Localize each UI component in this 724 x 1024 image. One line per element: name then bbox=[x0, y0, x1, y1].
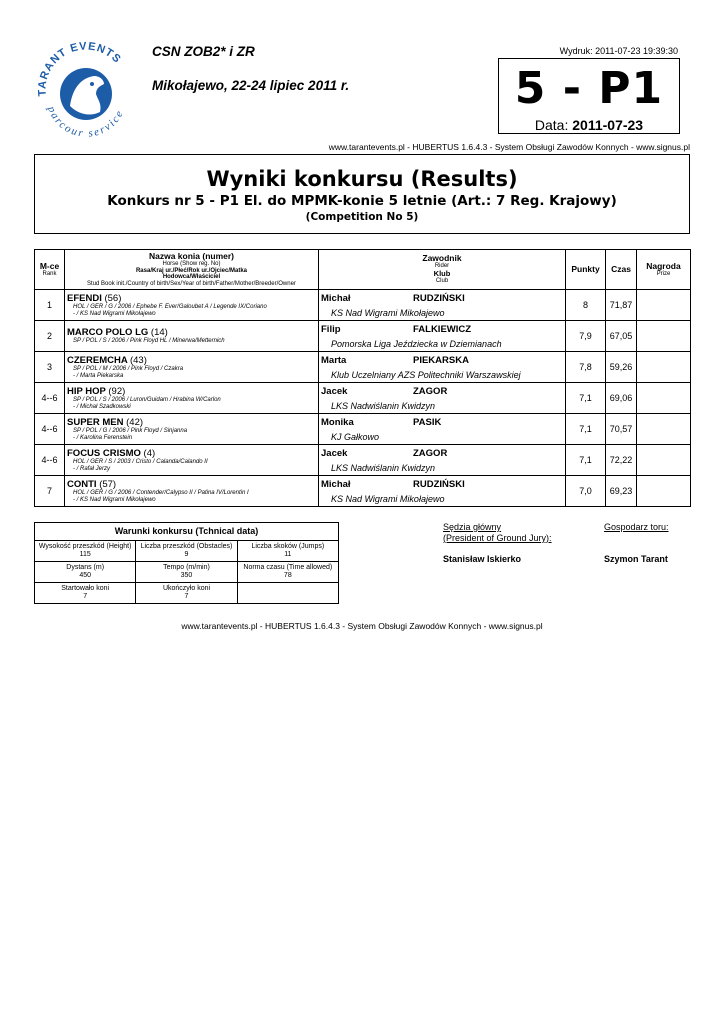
rank-cell: 1 bbox=[35, 290, 65, 321]
competition-number: (Competition No 5) bbox=[305, 211, 419, 223]
rank-cell: 7 bbox=[35, 476, 65, 507]
horse-number: (4) bbox=[143, 448, 156, 460]
rider-last-name: FALKIEWICZ bbox=[413, 323, 472, 335]
horse-owner: - / Karolina Ferenstein bbox=[73, 434, 133, 441]
horse-info: SP / POL / S / 2006 / Pink Floyd HL / Minerwa/Metternich bbox=[73, 338, 225, 345]
rider-header: Zawodnik Rider Klub Club bbox=[319, 250, 566, 290]
time-cell: 67,05 bbox=[606, 321, 637, 352]
horse-number: (57) bbox=[99, 479, 117, 491]
points-cell: 8 bbox=[566, 290, 606, 321]
host-name: Szymon Tarant bbox=[604, 554, 668, 564]
table-row bbox=[35, 352, 691, 383]
jumps-cell: Liczba skoków (Jumps) 11 bbox=[237, 541, 338, 562]
prize-cell bbox=[637, 476, 691, 507]
prize-cell bbox=[637, 383, 691, 414]
rank-header: M-ce Rank bbox=[35, 250, 65, 290]
rank-cell: 2 bbox=[35, 321, 65, 352]
rider-last-name: PIEKARSKA bbox=[413, 354, 469, 366]
horse-name: HIP HOP bbox=[67, 386, 106, 398]
competition-subtitle: Konkurs nr 5 - P1 El. do MPMK-konie 5 letnie (Art.: 7 Reg. Krajowy) bbox=[107, 193, 617, 209]
logo-bottom-text: parcour service bbox=[45, 104, 127, 140]
rider-cell bbox=[319, 414, 566, 445]
horse-cell bbox=[65, 445, 319, 476]
time-header: Czas bbox=[606, 250, 637, 290]
time-cell: 72,22 bbox=[606, 445, 637, 476]
rider-last-name: ZAGOR bbox=[413, 385, 448, 397]
rider-club: Pomorska Liga Jeździecka w Dziemianach bbox=[331, 338, 502, 349]
rider-last-name: RUDZIŃSKI bbox=[413, 292, 465, 304]
date-value: 2011-07-23 bbox=[572, 117, 644, 133]
rider-club: KS Nad Wigrami Mikołajewo bbox=[331, 493, 445, 504]
finished-cell: Ukończyło koni 7 bbox=[136, 583, 237, 604]
horse-header: Nazwa konia (numer) Horse (Show reg. No) Rasa/Kraj ur./Płeć/Rok ur./Ojciec/Matka Hodowca/Właściciel Stud Book init./Country of birth/Sex/Year of birth/Father/Mother/Breeder/Owner bbox=[65, 250, 319, 290]
event-place-date: Mikołajewo, 22-24 lipiec 2011 r. bbox=[152, 78, 350, 93]
print-date: Wydruk: 2011-07-23 19:39:30 bbox=[559, 46, 678, 56]
started-cell: Startowało koni 7 bbox=[35, 583, 136, 604]
prize-cell bbox=[637, 445, 691, 476]
rider-first-name: Marta bbox=[321, 354, 347, 366]
time-cell: 69,23 bbox=[606, 476, 637, 507]
table-row bbox=[35, 321, 691, 352]
rider-first-name: Jacek bbox=[321, 385, 348, 397]
horse-owner: - / Michał Szadkowski bbox=[73, 403, 131, 410]
horse-cell bbox=[65, 414, 319, 445]
table-row bbox=[35, 414, 691, 445]
rider-last-name: PASIK bbox=[413, 416, 442, 428]
results-title-box bbox=[34, 154, 690, 234]
horse-owner: - / KS Nad Wigrami Mikołajewo bbox=[73, 496, 156, 503]
rider-club: KJ Gałkowo bbox=[331, 431, 380, 442]
rank-cell: 4--6 bbox=[35, 445, 65, 476]
rank-cell: 4--6 bbox=[35, 383, 65, 414]
horse-number: (42) bbox=[126, 417, 144, 429]
time-cell: 59,26 bbox=[606, 352, 637, 383]
prize-cell bbox=[637, 414, 691, 445]
rider-first-name: Filip bbox=[321, 323, 341, 335]
horse-info: HOL / GER / G / 2006 / Ephebe F. Ever/Galoubet A / Legende IX/Coriano bbox=[73, 304, 267, 311]
horse-number: (43) bbox=[129, 355, 147, 367]
rider-last-name: ZAGOR bbox=[413, 447, 448, 459]
results-title: Wyniki konkursu (Results) bbox=[206, 167, 518, 191]
logo-top-text: TARANT EVENTS bbox=[36, 40, 124, 97]
horse-info: HOL / GER / S / 2003 / Cristo / Calanda/Calando II bbox=[73, 459, 208, 466]
horse-name: CONTI bbox=[67, 479, 97, 491]
date-label: Data: bbox=[534, 117, 569, 133]
rank-cell: 3 bbox=[35, 352, 65, 383]
points-cell: 7,8 bbox=[566, 352, 606, 383]
horse-owner: - / Rafał Jerzy bbox=[73, 465, 111, 472]
horse-name: FOCUS CRISMO bbox=[67, 448, 141, 460]
horse-name: SUPER MEN bbox=[67, 417, 124, 429]
horse-name: CZEREMCHA bbox=[67, 355, 128, 367]
rider-first-name: Jacek bbox=[321, 447, 348, 459]
rider-club: KS Nad Wigrami Mikołajewo bbox=[331, 307, 445, 318]
empty-cell bbox=[237, 583, 338, 604]
obstacles-cell: Liczba przeszkód (Obstacles) 9 bbox=[136, 541, 237, 562]
rider-cell bbox=[319, 352, 566, 383]
horse-number: (56) bbox=[104, 293, 122, 305]
horse-cell bbox=[65, 321, 319, 352]
horse-name: MARCO POLO LG bbox=[67, 327, 149, 339]
time-cell: 71,87 bbox=[606, 290, 637, 321]
tempo-cell: Tempo (m/min) 350 bbox=[136, 562, 237, 583]
horse-owner: - / Marta Piekarska bbox=[73, 372, 124, 379]
event-title: CSN ZOB2* i ZR bbox=[152, 44, 255, 59]
horse-owner: - / KS Nad Wigrami Mikołajewo bbox=[73, 310, 156, 317]
table-row bbox=[35, 445, 691, 476]
time-allowed-cell: Norma czasu (Time allowed) 78 bbox=[237, 562, 338, 583]
technical-data-title: Warunki konkursu (Tchnical data) bbox=[35, 523, 339, 541]
points-cell: 7,1 bbox=[566, 414, 606, 445]
competition-code: 5 - P1 bbox=[514, 63, 664, 114]
horse-number: (14) bbox=[150, 327, 168, 339]
host-label: Gospodarz toru: bbox=[604, 522, 669, 532]
horse-info: SP / POL / M / 2006 / Pink Floyd / Czakra bbox=[73, 366, 184, 373]
website-line-bottom: www.tarantevents.pl - HUBERTUS 1.6.4.3 - System Obsługi Zawodów Konnych - www.signus.pl bbox=[181, 621, 543, 631]
prize-cell bbox=[637, 290, 691, 321]
horse-cell bbox=[65, 290, 319, 321]
rider-club: LKS Nadwiślanin Kwidzyn bbox=[331, 462, 436, 473]
points-cell: 7,0 bbox=[566, 476, 606, 507]
table-row bbox=[35, 290, 691, 321]
rider-cell bbox=[319, 383, 566, 414]
rider-cell bbox=[319, 290, 566, 321]
rank-cell: 4--6 bbox=[35, 414, 65, 445]
height-cell: Wysokość przeszkód (Height) 115 bbox=[35, 541, 136, 562]
horse-cell bbox=[65, 352, 319, 383]
results-header-row bbox=[35, 250, 691, 290]
rider-cell bbox=[319, 476, 566, 507]
points-cell: 7,1 bbox=[566, 445, 606, 476]
points-header: Punkty bbox=[566, 250, 606, 290]
rider-first-name: Michał bbox=[321, 478, 351, 490]
tarant-events-logo bbox=[34, 40, 138, 144]
time-cell: 69,06 bbox=[606, 383, 637, 414]
table-row bbox=[35, 476, 691, 507]
horse-name: EFENDI bbox=[67, 293, 102, 305]
jury-name: Stanisław Iskierko bbox=[443, 554, 522, 564]
time-cell: 70,57 bbox=[606, 414, 637, 445]
rider-club: LKS Nadwiślanin Kwidzyn bbox=[331, 400, 436, 411]
rider-last-name: RUDZIŃSKI bbox=[413, 478, 465, 490]
horse-info: SP / POL / G / 2006 / Pink Floyd / Sinjanna bbox=[73, 428, 188, 435]
rider-club: Klub Uczelniany AZS Politechniki Warszawskiej bbox=[331, 369, 521, 380]
points-cell: 7,9 bbox=[566, 321, 606, 352]
table-row bbox=[35, 383, 691, 414]
points-cell: 7,1 bbox=[566, 383, 606, 414]
horse-info: HOL / GER / G / 2006 / Contender/Calypso II / Patina IV/Lorentin I bbox=[73, 490, 249, 497]
results-table bbox=[34, 249, 691, 507]
rider-first-name: Monika bbox=[321, 416, 354, 428]
prize-header: Nagroda Prize bbox=[637, 250, 691, 290]
prize-cell bbox=[637, 352, 691, 383]
prize-cell bbox=[637, 321, 691, 352]
distance-cell: Dystans (m) 450 bbox=[35, 562, 136, 583]
website-line-top: www.tarantevents.pl - HUBERTUS 1.6.4.3 - System Obsługi Zawodów Konnych - www.signus.pl bbox=[328, 142, 690, 152]
rider-cell bbox=[319, 445, 566, 476]
horse-number: (92) bbox=[108, 386, 126, 398]
horse-info: SP / POL / S / 2006 / Luron/Guidam / Hrabina W/Carlon bbox=[73, 397, 221, 404]
horse-cell bbox=[65, 476, 319, 507]
rider-cell bbox=[319, 321, 566, 352]
competition-code-box bbox=[498, 58, 680, 134]
competition-date bbox=[499, 117, 679, 133]
jury-label: Sędzia główny (President of Ground Jury): bbox=[443, 522, 552, 543]
rider-first-name: Michał bbox=[321, 292, 351, 304]
technical-data-table bbox=[34, 522, 339, 604]
horse-cell bbox=[65, 383, 319, 414]
